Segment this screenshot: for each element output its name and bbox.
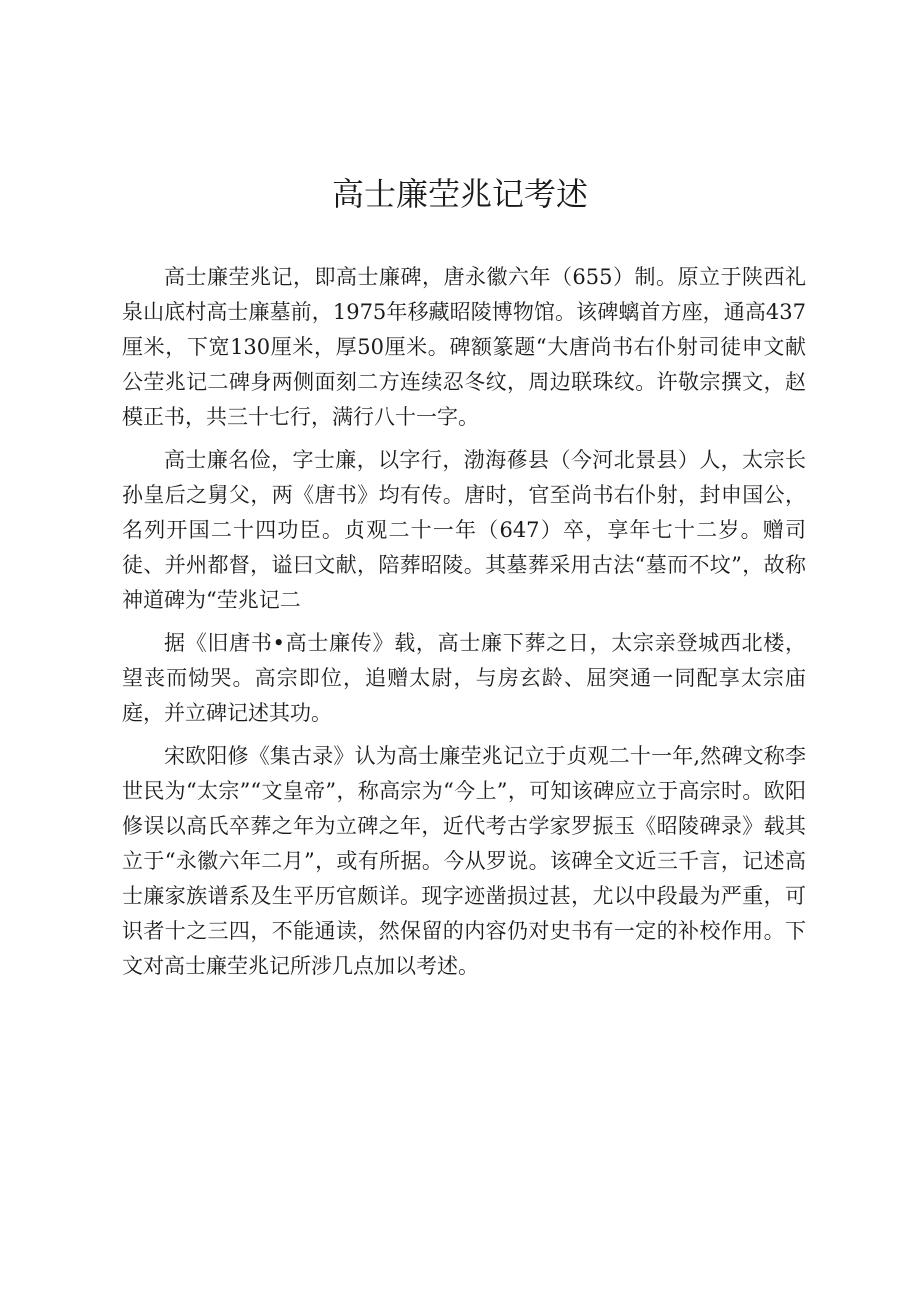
- paragraph-4: 宋欧阳修《集古录》认为高士廉茔兆记立于贞观二十一年,然碑文称李世民为“太宗”“文皇帝”，称高宗为“今上”，可知该碑应立于高宗时。欧阳修误以高氏卒葬之年为立碑之年，近代考古学家罗振玉《昭陵碑录》载其立于“永徽六年二月”，或有所据。今从罗说。该碑全文近三千言，记述高士廉家族谱系及生平历官颇详。现字迹凿损过甚，尤以中段最为严重，可识者十之三四，不能通读，然保留的内容仍对史书有一定的补校作用。下文对高士廉茔兆记所涉几点加以考述。: [122, 744, 806, 978]
- paragraph-3: 据《旧唐书•高士廉传》载，高士廉下葬之日，太宗亲登城西北楼，望丧而恸哭。高宗即位，追赠太尉，与房玄龄、屈突通一同配享太宗庙庭，并立碑记述其功。: [122, 631, 806, 725]
- paragraph-2: 高士廉名俭，字士廉，以字行，渤海蓚县（今河北景县）人，太宗长孙皇后之舅父，两《唐书》均有传。唐时，官至尚书右仆射，封申国公，名列开国二十四功臣。贞观二十一年（647）卒，享年七十二岁。赠司徒、并州都督，谥曰文献，陪葬昭陵。其墓葬采用古法“墓而不坟”，故称神道碑为“茔兆记二: [122, 448, 806, 612]
- document-title: 高士廉茔兆记考述: [331, 175, 588, 213]
- document-body: [122, 260, 806, 992]
- paragraph-1: 高士廉茔兆记，即高士廉碑，唐永徽六年（655）制。原立于陕西礼泉山底村高士廉墓前，1975年移藏昭陵博物馆。该碑螭首方座，通高437厘米，下宽130厘米，厚50厘米。碑额篆题“大唐尚书右仆射司徒申文献公茔兆记二碑身两侧面刻二方连续忍冬纹，周边联珠纹。许敬宗撰文，赵模正书，共三十七行，满行八十一字。: [122, 265, 806, 429]
